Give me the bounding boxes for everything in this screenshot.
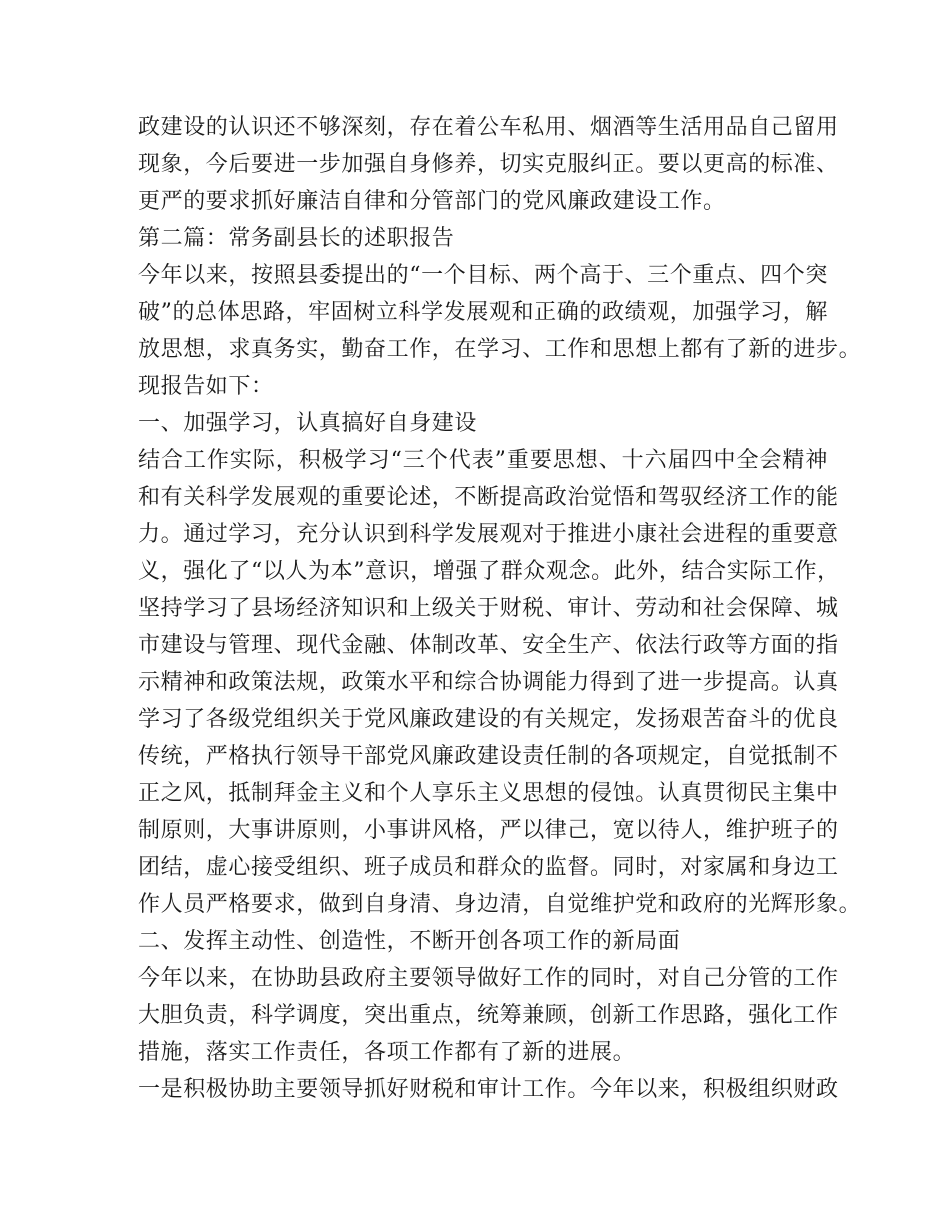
text-line: 今年以来，在协助县政府主要领导做好工作的同时，对自己分管的工作 [138, 966, 839, 991]
text-line: 力。通过学习，充分认识到科学发展观对于推进小康社会进程的重要意 [138, 522, 839, 547]
text-line: 学习了各级党组织关于党风廉政建设的有关规定，发扬艰苦奋斗的优良 [138, 707, 839, 732]
text-line: 大胆负责，科学调度，突出重点，统筹兼顾，创新工作思路，强化工作 [138, 1003, 839, 1028]
section-heading: 第二篇：常务副县长的述职报告 [138, 226, 455, 251]
text-line: 更严的要求抓好廉洁自律和分管部门的党风廉政建设工作。 [138, 189, 726, 214]
text-line: 团结，虚心接受组织、班子成员和群众的监督。同时，对家属和身边工 [138, 855, 839, 880]
text-line: 示精神和政策法规，政策水平和综合协调能力得到了进一步提高。认真 [138, 670, 839, 695]
section-heading: 二、发挥主动性、创造性，不断开创各项工作的新局面 [138, 929, 681, 954]
section-heading: 一、加强学习，认真搞好自身建设 [138, 411, 478, 436]
text-line: 结合工作实际，积极学习“三个代表”重要思想、十六届四中全会精神 [138, 448, 828, 473]
document-body [138, 109, 862, 1108]
text-line: 一是积极协助主要领导抓好财税和审计工作。今年以来，积极组织财政 [138, 1077, 839, 1102]
text-line: 今年以来，按照县委提出的“一个目标、两个高于、三个重点、四个突 [138, 263, 828, 288]
text-line: 政建设的认识还不够深刻，存在着公车私用、烟酒等生活用品自己留用 [138, 115, 839, 140]
text-line: 现报告如下： [138, 374, 274, 399]
text-line: 和有关科学发展观的重要论述，不断提高政治觉悟和驾驭经济工作的能 [138, 485, 839, 510]
text-line: 传统，严格执行领导干部党风廉政建设责任制的各项规定，自觉抵制不 [138, 744, 839, 769]
text-line: 措施，落实工作责任，各项工作都有了新的进展。 [138, 1040, 636, 1065]
text-line: 正之风，抵制拜金主义和个人享乐主义思想的侵蚀。认真贯彻民主集中 [138, 781, 839, 806]
text-line: 破”的总体思路，牢固树立科学发展观和正确的政绩观，加强学习，解 [138, 300, 828, 325]
text-line: 坚持学习了县场经济知识和上级关于财税、审计、劳动和社会保障、城 [138, 596, 839, 621]
text-line: 放思想，求真务实，勤奋工作，在学习、工作和思想上都有了新的进步。 [138, 337, 862, 362]
text-line: 市建设与管理、现代金融、体制改革、安全生产、依法行政等方面的指 [138, 633, 839, 658]
text-line: 义，强化了“以人为本”意识，增强了群众观念。此外，结合实际工作， [138, 559, 840, 584]
text-line: 制原则，大事讲原则，小事讲风格，严以律己，宽以待人，维护班子的 [138, 818, 839, 843]
text-line: 现象，今后要进一步加强自身修养，切实克服纠正。要以更高的标准、 [138, 152, 839, 177]
text-line: 作人员严格要求，做到自身清、身边清，自觉维护党和政府的光辉形象。 [138, 892, 862, 917]
